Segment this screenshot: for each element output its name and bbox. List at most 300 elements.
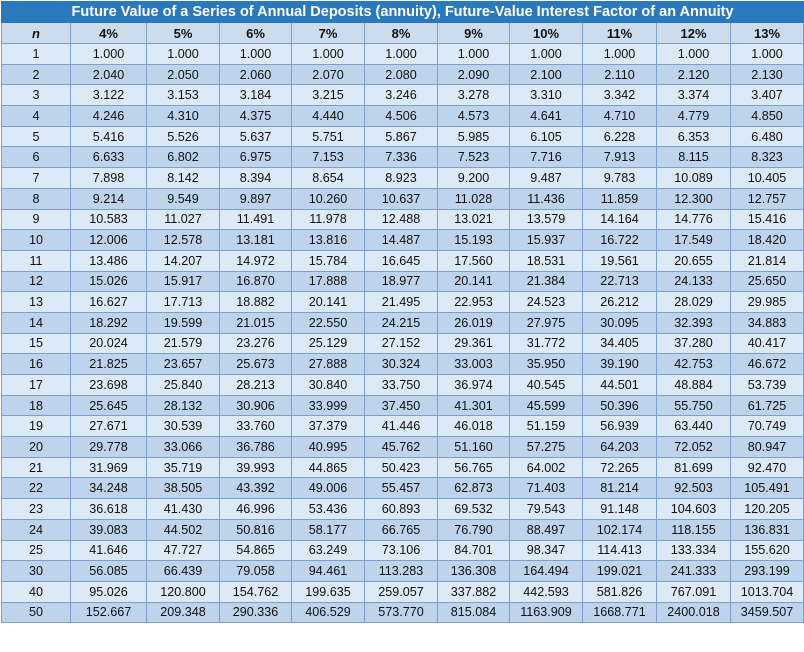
- factor-cell: 14.972: [220, 250, 292, 271]
- factor-cell: 39.993: [220, 457, 292, 478]
- factor-cell: 50.396: [583, 395, 657, 416]
- factor-cell: 3.122: [71, 85, 147, 106]
- period-cell: 12: [2, 271, 71, 292]
- factor-cell: 17.888: [292, 271, 365, 292]
- table-row: [2, 333, 804, 354]
- factor-cell: 30.840: [292, 375, 365, 396]
- factor-cell: 25.650: [731, 271, 804, 292]
- factor-cell: 133.334: [657, 540, 731, 561]
- period-cell: 1: [2, 44, 71, 65]
- factor-cell: 66.439: [147, 561, 220, 582]
- period-cell: 21: [2, 457, 71, 478]
- period-cell: 11: [2, 250, 71, 271]
- factor-cell: 50.423: [365, 457, 438, 478]
- factor-cell: 8.654: [292, 168, 365, 189]
- factor-cell: 24.523: [510, 292, 583, 313]
- factor-cell: 28.132: [147, 395, 220, 416]
- factor-cell: 16.627: [71, 292, 147, 313]
- factor-cell: 39.190: [583, 354, 657, 375]
- factor-cell: 91.148: [583, 499, 657, 520]
- factor-cell: 73.106: [365, 540, 438, 561]
- factor-cell: 8.323: [731, 147, 804, 168]
- factor-cell: 49.006: [292, 478, 365, 499]
- factor-cell: 17.713: [147, 292, 220, 313]
- factor-cell: 14.164: [583, 209, 657, 230]
- factor-cell: 92.470: [731, 457, 804, 478]
- column-header-n: n: [2, 23, 71, 44]
- factor-cell: 7.898: [71, 168, 147, 189]
- factor-cell: 37.450: [365, 395, 438, 416]
- factor-cell: 23.698: [71, 375, 147, 396]
- factor-cell: 16.722: [583, 230, 657, 251]
- factor-cell: 20.141: [292, 292, 365, 313]
- table-row: [2, 147, 804, 168]
- table-row: [2, 292, 804, 313]
- factor-cell: 18.292: [71, 312, 147, 333]
- factor-cell: 27.152: [365, 333, 438, 354]
- period-cell: 18: [2, 395, 71, 416]
- factor-cell: 7.716: [510, 147, 583, 168]
- table-row: [2, 499, 804, 520]
- factor-cell: 581.826: [583, 581, 657, 602]
- factor-cell: 2.090: [438, 64, 510, 85]
- factor-cell: 11.028: [438, 188, 510, 209]
- factor-cell: 41.430: [147, 499, 220, 520]
- factor-cell: 9.783: [583, 168, 657, 189]
- factor-cell: 46.996: [220, 499, 292, 520]
- factor-cell: 30.539: [147, 416, 220, 437]
- factor-cell: 94.461: [292, 561, 365, 582]
- factor-cell: 114.413: [583, 540, 657, 561]
- factor-cell: 30.324: [365, 354, 438, 375]
- factor-cell: 18.420: [731, 230, 804, 251]
- period-cell: 22: [2, 478, 71, 499]
- factor-cell: 113.283: [365, 561, 438, 582]
- factor-cell: 18.531: [510, 250, 583, 271]
- factor-cell: 8.142: [147, 168, 220, 189]
- period-cell: 50: [2, 602, 71, 623]
- factor-cell: 25.645: [71, 395, 147, 416]
- factor-cell: 98.347: [510, 540, 583, 561]
- factor-cell: 9.200: [438, 168, 510, 189]
- factor-cell: 31.772: [510, 333, 583, 354]
- factor-cell: 69.532: [438, 499, 510, 520]
- period-cell: 3: [2, 85, 71, 106]
- factor-cell: 24.133: [657, 271, 731, 292]
- factor-cell: 1013.704: [731, 581, 804, 602]
- factor-cell: 28.029: [657, 292, 731, 313]
- factor-cell: 1.000: [365, 44, 438, 65]
- factor-cell: 17.549: [657, 230, 731, 251]
- title-row: [2, 2, 804, 23]
- factor-cell: 64.002: [510, 457, 583, 478]
- factor-cell: 21.495: [365, 292, 438, 313]
- factor-cell: 290.336: [220, 602, 292, 623]
- factor-cell: 3.310: [510, 85, 583, 106]
- factor-cell: 15.026: [71, 271, 147, 292]
- factor-cell: 30.095: [583, 312, 657, 333]
- factor-cell: 36.786: [220, 437, 292, 458]
- factor-cell: 56.085: [71, 561, 147, 582]
- column-header-rate: 8%: [365, 23, 438, 44]
- table-row: [2, 519, 804, 540]
- factor-cell: 4.573: [438, 106, 510, 127]
- period-cell: 5: [2, 126, 71, 147]
- table-row: [2, 168, 804, 189]
- column-header-rate: 13%: [731, 23, 804, 44]
- factor-cell: 4.641: [510, 106, 583, 127]
- factor-cell: 11.436: [510, 188, 583, 209]
- table-row: [2, 437, 804, 458]
- factor-cell: 81.214: [583, 478, 657, 499]
- factor-cell: 12.757: [731, 188, 804, 209]
- factor-cell: 2.060: [220, 64, 292, 85]
- factor-cell: 42.753: [657, 354, 731, 375]
- factor-cell: 1.000: [71, 44, 147, 65]
- period-cell: 40: [2, 581, 71, 602]
- factor-cell: 21.814: [731, 250, 804, 271]
- factor-cell: 11.859: [583, 188, 657, 209]
- factor-cell: 406.529: [292, 602, 365, 623]
- period-cell: 10: [2, 230, 71, 251]
- factor-cell: 81.699: [657, 457, 731, 478]
- factor-cell: 53.739: [731, 375, 804, 396]
- factor-cell: 13.486: [71, 250, 147, 271]
- factor-cell: 54.865: [220, 540, 292, 561]
- factor-cell: 199.635: [292, 581, 365, 602]
- factor-cell: 164.494: [510, 561, 583, 582]
- factor-cell: 63.249: [292, 540, 365, 561]
- factor-cell: 53.436: [292, 499, 365, 520]
- factor-cell: 33.750: [365, 375, 438, 396]
- factor-cell: 118.155: [657, 519, 731, 540]
- factor-cell: 35.950: [510, 354, 583, 375]
- column-header-rate: 11%: [583, 23, 657, 44]
- factor-cell: 76.790: [438, 519, 510, 540]
- factor-cell: 57.275: [510, 437, 583, 458]
- table-row: [2, 375, 804, 396]
- period-cell: 2: [2, 64, 71, 85]
- factor-cell: 2.120: [657, 64, 731, 85]
- table-row: [2, 602, 804, 623]
- factor-cell: 25.129: [292, 333, 365, 354]
- factor-cell: 95.026: [71, 581, 147, 602]
- factor-cell: 3.278: [438, 85, 510, 106]
- factor-cell: 3.374: [657, 85, 731, 106]
- factor-cell: 13.579: [510, 209, 583, 230]
- factor-cell: 17.560: [438, 250, 510, 271]
- factor-cell: 22.953: [438, 292, 510, 313]
- factor-cell: 44.501: [583, 375, 657, 396]
- table-row: [2, 126, 804, 147]
- column-header-rate: 4%: [71, 23, 147, 44]
- factor-cell: 7.913: [583, 147, 657, 168]
- fvifa-table: [1, 1, 804, 623]
- factor-cell: 45.599: [510, 395, 583, 416]
- factor-cell: 1.000: [510, 44, 583, 65]
- factor-cell: 2400.018: [657, 602, 731, 623]
- table-row: [2, 312, 804, 333]
- factor-cell: 5.985: [438, 126, 510, 147]
- factor-cell: 6.633: [71, 147, 147, 168]
- factor-cell: 3.153: [147, 85, 220, 106]
- table-row: [2, 44, 804, 65]
- factor-cell: 8.394: [220, 168, 292, 189]
- factor-cell: 47.727: [147, 540, 220, 561]
- factor-cell: 10.583: [71, 209, 147, 230]
- factor-cell: 26.019: [438, 312, 510, 333]
- factor-cell: 23.276: [220, 333, 292, 354]
- factor-cell: 6.802: [147, 147, 220, 168]
- factor-cell: 3.184: [220, 85, 292, 106]
- factor-cell: 4.850: [731, 106, 804, 127]
- factor-cell: 13.021: [438, 209, 510, 230]
- factor-cell: 10.405: [731, 168, 804, 189]
- period-cell: 24: [2, 519, 71, 540]
- factor-cell: 102.174: [583, 519, 657, 540]
- factor-cell: 21.384: [510, 271, 583, 292]
- factor-cell: 6.480: [731, 126, 804, 147]
- table-row: [2, 209, 804, 230]
- factor-cell: 15.917: [147, 271, 220, 292]
- factor-cell: 6.105: [510, 126, 583, 147]
- factor-cell: 5.637: [220, 126, 292, 147]
- factor-cell: 84.701: [438, 540, 510, 561]
- factor-cell: 11.978: [292, 209, 365, 230]
- factor-cell: 18.977: [365, 271, 438, 292]
- factor-cell: 8.923: [365, 168, 438, 189]
- factor-cell: 29.985: [731, 292, 804, 313]
- factor-cell: 48.884: [657, 375, 731, 396]
- period-cell: 9: [2, 209, 71, 230]
- factor-cell: 1.000: [292, 44, 365, 65]
- factor-cell: 60.893: [365, 499, 438, 520]
- column-header-rate: 7%: [292, 23, 365, 44]
- factor-cell: 104.603: [657, 499, 731, 520]
- factor-cell: 5.526: [147, 126, 220, 147]
- factor-cell: 105.491: [731, 478, 804, 499]
- factor-cell: 1.000: [657, 44, 731, 65]
- factor-cell: 154.762: [220, 581, 292, 602]
- column-header-rate: 5%: [147, 23, 220, 44]
- factor-cell: 12.300: [657, 188, 731, 209]
- period-cell: 7: [2, 168, 71, 189]
- table-row: [2, 540, 804, 561]
- factor-cell: 259.057: [365, 581, 438, 602]
- factor-cell: 155.620: [731, 540, 804, 561]
- factor-cell: 44.502: [147, 519, 220, 540]
- factor-cell: 3.215: [292, 85, 365, 106]
- column-header-rate: 12%: [657, 23, 731, 44]
- factor-cell: 21.015: [220, 312, 292, 333]
- factor-cell: 14.207: [147, 250, 220, 271]
- factor-cell: 5.751: [292, 126, 365, 147]
- factor-cell: 79.543: [510, 499, 583, 520]
- factor-cell: 120.800: [147, 581, 220, 602]
- factor-cell: 4.779: [657, 106, 731, 127]
- factor-cell: 2.110: [583, 64, 657, 85]
- table-row: [2, 581, 804, 602]
- factor-cell: 136.831: [731, 519, 804, 540]
- factor-cell: 5.416: [71, 126, 147, 147]
- factor-cell: 28.213: [220, 375, 292, 396]
- column-header-row: [2, 23, 804, 44]
- factor-cell: 21.825: [71, 354, 147, 375]
- factor-cell: 12.488: [365, 209, 438, 230]
- factor-cell: 120.205: [731, 499, 804, 520]
- table-row: [2, 457, 804, 478]
- factor-cell: 16.870: [220, 271, 292, 292]
- factor-cell: 1668.771: [583, 602, 657, 623]
- factor-cell: 27.888: [292, 354, 365, 375]
- period-cell: 16: [2, 354, 71, 375]
- factor-cell: 58.177: [292, 519, 365, 540]
- factor-cell: 66.765: [365, 519, 438, 540]
- factor-cell: 241.333: [657, 561, 731, 582]
- factor-cell: 31.969: [71, 457, 147, 478]
- factor-cell: 1.000: [220, 44, 292, 65]
- factor-cell: 80.947: [731, 437, 804, 458]
- factor-cell: 4.710: [583, 106, 657, 127]
- factor-cell: 2.040: [71, 64, 147, 85]
- factor-cell: 56.939: [583, 416, 657, 437]
- factor-cell: 29.778: [71, 437, 147, 458]
- period-cell: 15: [2, 333, 71, 354]
- factor-cell: 10.089: [657, 168, 731, 189]
- table-row: [2, 561, 804, 582]
- factor-cell: 92.503: [657, 478, 731, 499]
- table-row: [2, 106, 804, 127]
- factor-cell: 209.348: [147, 602, 220, 623]
- factor-cell: 767.091: [657, 581, 731, 602]
- factor-cell: 4.506: [365, 106, 438, 127]
- factor-cell: 62.873: [438, 478, 510, 499]
- factor-cell: 20.141: [438, 271, 510, 292]
- factor-cell: 22.550: [292, 312, 365, 333]
- factor-cell: 12.006: [71, 230, 147, 251]
- factor-cell: 3.407: [731, 85, 804, 106]
- period-cell: 6: [2, 147, 71, 168]
- factor-cell: 2.130: [731, 64, 804, 85]
- factor-cell: 88.497: [510, 519, 583, 540]
- factor-cell: 37.280: [657, 333, 731, 354]
- factor-cell: 55.457: [365, 478, 438, 499]
- factor-cell: 9.487: [510, 168, 583, 189]
- factor-cell: 51.160: [438, 437, 510, 458]
- factor-cell: 3459.507: [731, 602, 804, 623]
- table-row: [2, 230, 804, 251]
- factor-cell: 1.000: [583, 44, 657, 65]
- table-row: [2, 395, 804, 416]
- factor-cell: 33.003: [438, 354, 510, 375]
- factor-cell: 40.995: [292, 437, 365, 458]
- period-cell: 23: [2, 499, 71, 520]
- factor-cell: 25.673: [220, 354, 292, 375]
- factor-cell: 51.159: [510, 416, 583, 437]
- table-row: [2, 85, 804, 106]
- factor-cell: 41.646: [71, 540, 147, 561]
- factor-cell: 10.637: [365, 188, 438, 209]
- factor-cell: 19.561: [583, 250, 657, 271]
- period-cell: 20: [2, 437, 71, 458]
- factor-cell: 4.375: [220, 106, 292, 127]
- factor-cell: 20.024: [71, 333, 147, 354]
- factor-cell: 16.645: [365, 250, 438, 271]
- factor-cell: 33.760: [220, 416, 292, 437]
- factor-cell: 2.070: [292, 64, 365, 85]
- factor-cell: 442.593: [510, 581, 583, 602]
- factor-cell: 4.310: [147, 106, 220, 127]
- factor-cell: 46.018: [438, 416, 510, 437]
- factor-cell: 37.379: [292, 416, 365, 437]
- factor-cell: 3.342: [583, 85, 657, 106]
- factor-cell: 38.505: [147, 478, 220, 499]
- factor-cell: 6.228: [583, 126, 657, 147]
- table-body: [2, 44, 804, 623]
- factor-cell: 41.446: [365, 416, 438, 437]
- factor-cell: 8.115: [657, 147, 731, 168]
- factor-cell: 45.762: [365, 437, 438, 458]
- period-cell: 25: [2, 540, 71, 561]
- table-row: [2, 64, 804, 85]
- factor-cell: 2.080: [365, 64, 438, 85]
- factor-cell: 55.750: [657, 395, 731, 416]
- factor-cell: 23.657: [147, 354, 220, 375]
- factor-cell: 1.000: [147, 44, 220, 65]
- factor-cell: 1.000: [731, 44, 804, 65]
- factor-cell: 2.050: [147, 64, 220, 85]
- factor-cell: 30.906: [220, 395, 292, 416]
- period-cell: 14: [2, 312, 71, 333]
- factor-cell: 4.246: [71, 106, 147, 127]
- factor-cell: 56.765: [438, 457, 510, 478]
- factor-cell: 64.203: [583, 437, 657, 458]
- factor-cell: 13.816: [292, 230, 365, 251]
- period-cell: 8: [2, 188, 71, 209]
- factor-cell: 34.248: [71, 478, 147, 499]
- column-header-rate: 10%: [510, 23, 583, 44]
- factor-cell: 1.000: [438, 44, 510, 65]
- annuity-table-container: [1, 1, 803, 650]
- factor-cell: 6.353: [657, 126, 731, 147]
- factor-cell: 32.393: [657, 312, 731, 333]
- factor-cell: 2.100: [510, 64, 583, 85]
- period-cell: 13: [2, 292, 71, 313]
- period-cell: 17: [2, 375, 71, 396]
- factor-cell: 7.153: [292, 147, 365, 168]
- table-row: [2, 354, 804, 375]
- factor-cell: 35.719: [147, 457, 220, 478]
- factor-cell: 46.672: [731, 354, 804, 375]
- factor-cell: 36.618: [71, 499, 147, 520]
- table-row: [2, 250, 804, 271]
- factor-cell: 1163.909: [510, 602, 583, 623]
- factor-cell: 9.214: [71, 188, 147, 209]
- factor-cell: 9.897: [220, 188, 292, 209]
- factor-cell: 39.083: [71, 519, 147, 540]
- factor-cell: 72.052: [657, 437, 731, 458]
- factor-cell: 34.883: [731, 312, 804, 333]
- factor-cell: 4.440: [292, 106, 365, 127]
- table-row: [2, 271, 804, 292]
- factor-cell: 79.058: [220, 561, 292, 582]
- period-cell: 19: [2, 416, 71, 437]
- factor-cell: 15.937: [510, 230, 583, 251]
- table-row: [2, 416, 804, 437]
- factor-cell: 63.440: [657, 416, 731, 437]
- factor-cell: 18.882: [220, 292, 292, 313]
- factor-cell: 33.066: [147, 437, 220, 458]
